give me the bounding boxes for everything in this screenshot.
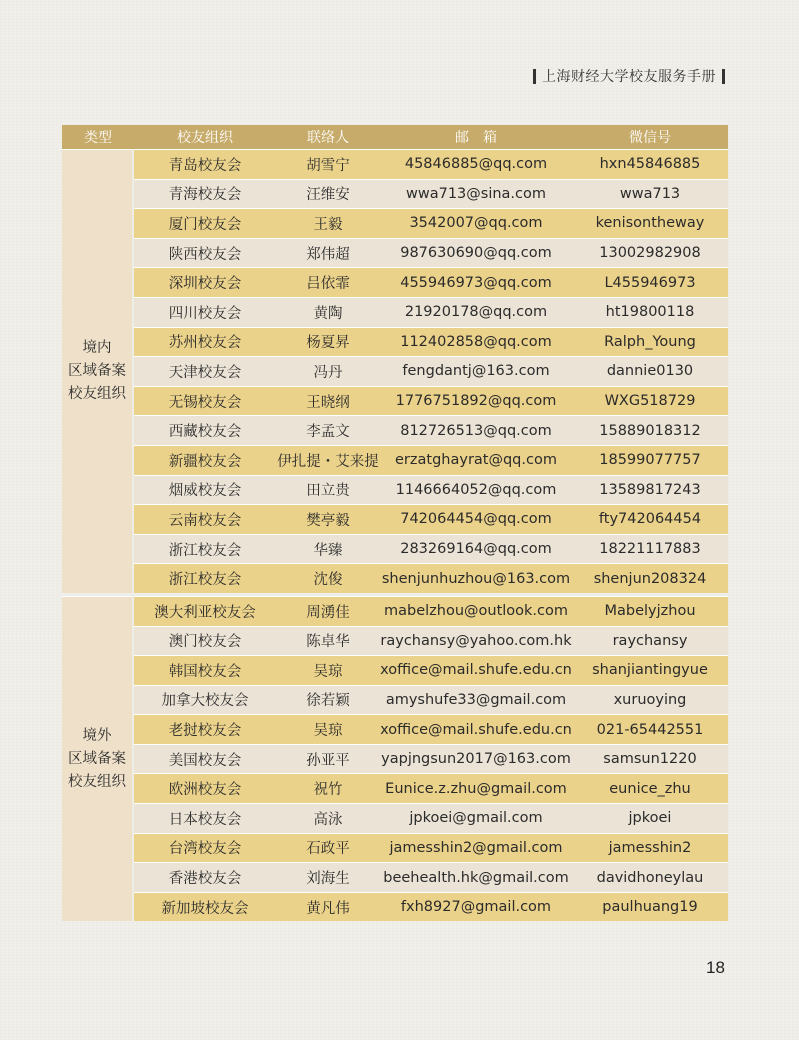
cell-wechat: raychansy: [612, 632, 688, 649]
column-header-contact: 联络人: [307, 130, 349, 146]
cell-email: amyshufe33@gmail.com: [385, 691, 567, 708]
region-group: [62, 596, 728, 922]
cell-email: jamesshin2@gmail.com: [389, 839, 563, 856]
cell-contact: 郑伟超: [306, 246, 350, 263]
cell-email: shenjunhuzhou@163.com: [381, 570, 571, 587]
cell-email: jpkoei@gmail.com: [409, 810, 543, 827]
cell-organization: 天津校友会: [168, 364, 242, 381]
group-type-label-line: 区域备案: [68, 362, 126, 379]
group-rows: [134, 596, 728, 922]
table-row: [134, 238, 728, 268]
column-header-email: 邮 箱: [455, 130, 497, 146]
cell-wechat: dannie0130: [606, 363, 694, 380]
cell-wechat: 15889018312: [599, 422, 701, 439]
cell-contact: 冯丹: [313, 364, 343, 381]
table-row: [134, 744, 728, 774]
cell-wechat: kenisontheway: [595, 215, 705, 232]
cell-wechat: samsun1220: [603, 751, 697, 768]
table-row: [134, 892, 728, 922]
table-row: [134, 655, 728, 685]
table-row: [134, 208, 728, 238]
group-type-label-line: 校友组织: [68, 773, 126, 790]
table-row: [134, 773, 728, 803]
cell-email: raychansy@yahoo.com.hk: [380, 632, 572, 649]
cell-organization: 日本校友会: [168, 811, 242, 828]
cell-email: 1146664052@qq.com: [395, 481, 557, 498]
cell-organization: 台湾校友会: [168, 841, 242, 858]
table-row: [134, 267, 728, 297]
cell-email: 987630690@qq.com: [400, 245, 552, 262]
cell-wechat: davidhoneylau: [596, 869, 704, 886]
cell-email: mabelzhou@outlook.com: [383, 603, 569, 620]
cell-contact: 沈俊: [313, 572, 343, 589]
cell-contact: 吕依霏: [306, 276, 350, 293]
cell-email: fxh8927@gmail.com: [400, 899, 552, 916]
cell-organization: 陕西校友会: [168, 246, 242, 263]
cell-organization: 厦门校友会: [168, 216, 242, 233]
cell-organization: 青海校友会: [168, 187, 242, 204]
cell-organization: 澳门校友会: [168, 634, 242, 651]
table-row: [134, 356, 728, 386]
table-row: [134, 862, 728, 892]
handbook-title: [533, 66, 725, 86]
column-header-type: 类型: [84, 130, 112, 146]
cell-email: fengdantj@163.com: [402, 363, 550, 380]
group-rows: [134, 149, 728, 593]
page-number: 18: [706, 958, 725, 977]
table-row: [134, 833, 728, 863]
table-row: [134, 534, 728, 564]
cell-contact: 华臻: [313, 542, 343, 559]
column-header-wechat: 微信号: [629, 130, 671, 146]
cell-email: xoffice@mail.shufe.edu.cn: [380, 662, 572, 679]
cell-organization: 西藏校友会: [168, 424, 242, 441]
table-row: [134, 563, 728, 593]
cell-email: 112402858@qq.com: [400, 333, 552, 350]
cell-wechat: 18599077757: [599, 452, 701, 469]
cell-organization: 青岛校友会: [168, 157, 242, 174]
cell-email: wwa713@sina.com: [405, 185, 546, 202]
cell-contact: 杨夏昇: [306, 335, 350, 352]
cell-wechat: eunice_zhu: [609, 780, 691, 797]
cell-contact: 王毅: [313, 216, 343, 233]
title-left-bar: [533, 69, 536, 84]
group-type-label-line: 区域备案: [68, 750, 126, 767]
cell-contact: 周湧佳: [306, 604, 350, 621]
group-type-label: [62, 149, 132, 593]
cell-wechat: Mabelyjzhou: [604, 603, 696, 620]
cell-organization: 澳大利亚校友会: [154, 604, 256, 621]
cell-contact: 徐若颖: [306, 693, 350, 710]
cell-email: xoffice@mail.shufe.edu.cn: [380, 721, 572, 738]
cell-organization: 老挝校友会: [168, 723, 242, 740]
cell-wechat: shanjiantingyue: [592, 662, 708, 679]
cell-email: 455946973@qq.com: [400, 274, 552, 291]
cell-organization: 烟威校友会: [168, 483, 242, 500]
table-row: [134, 504, 728, 534]
cell-wechat: Ralph_Young: [604, 333, 696, 350]
group-type-label-line: 境外: [82, 727, 112, 744]
cell-organization: 香港校友会: [168, 871, 242, 888]
cell-wechat: wwa713: [619, 185, 681, 202]
cell-contact: 汪维安: [306, 187, 350, 204]
table-header-row: [62, 125, 728, 149]
table-row: [134, 149, 728, 179]
cell-contact: 祝竹: [313, 782, 343, 799]
table-row: [134, 714, 728, 744]
cell-organization: 云南校友会: [168, 512, 242, 529]
cell-contact: 伊扎提・艾来提: [277, 453, 379, 470]
cell-wechat: xuruoying: [613, 691, 687, 708]
cell-organization: 浙江校友会: [168, 572, 242, 589]
column-header-organization: 校友组织: [177, 130, 233, 146]
cell-email: 812726513@qq.com: [400, 422, 552, 439]
cell-contact: 王晓纲: [306, 394, 350, 411]
title-right-bar: [722, 69, 725, 84]
cell-organization: 加拿大校友会: [161, 693, 249, 710]
cell-email: 1776751892@qq.com: [395, 393, 557, 410]
cell-contact: 陈卓华: [306, 634, 350, 651]
cell-wechat: hxn45846885: [599, 156, 701, 173]
cell-organization: 新疆校友会: [168, 453, 242, 470]
group-type-label-line: 境内: [82, 339, 112, 356]
cell-wechat: 13589817243: [599, 481, 701, 498]
cell-wechat: fty742064454: [598, 511, 702, 528]
table-row: [134, 685, 728, 715]
table-row: [134, 596, 728, 626]
cell-email: beehealth.hk@gmail.com: [383, 869, 569, 886]
handbook-title-text: 上海财经大学校友服务手册: [542, 69, 716, 85]
cell-organization: 深圳校友会: [168, 276, 242, 293]
cell-contact: 刘海生: [306, 871, 350, 888]
table-row: [134, 297, 728, 327]
cell-wechat: 13002982908: [599, 245, 701, 262]
cell-organization: 四川校友会: [168, 305, 242, 322]
cell-contact: 田立贵: [306, 483, 350, 500]
cell-email: 21920178@qq.com: [404, 304, 548, 321]
region-group: [62, 149, 728, 593]
cell-email: 3542007@qq.com: [409, 215, 543, 232]
cell-wechat: 18221117883: [599, 541, 701, 558]
group-type-label-line: 校友组织: [68, 385, 126, 402]
table-row: [134, 626, 728, 656]
cell-wechat: ht19800118: [605, 304, 695, 321]
cell-email: 45846885@qq.com: [404, 156, 548, 173]
cell-wechat: WXG518729: [604, 393, 696, 410]
cell-contact: 孙亚平: [306, 752, 350, 769]
alumni-directory-table: [62, 125, 728, 921]
cell-wechat: L455946973: [604, 274, 696, 291]
table-row: [134, 803, 728, 833]
table-row: [134, 179, 728, 209]
cell-organization: 韩国校友会: [168, 663, 242, 680]
table-row: [134, 386, 728, 416]
cell-contact: 石政平: [306, 841, 350, 858]
table-row: [134, 327, 728, 357]
cell-email: 283269164@qq.com: [400, 541, 552, 558]
cell-organization: 欧洲校友会: [168, 782, 242, 799]
cell-organization: 苏州校友会: [168, 335, 242, 352]
cell-wechat: 021-65442551: [596, 721, 704, 738]
cell-wechat: paulhuang19: [602, 899, 698, 916]
table-row: [134, 475, 728, 505]
cell-email: Eunice.z.zhu@gmail.com: [385, 780, 567, 797]
group-type-label: [62, 596, 132, 922]
cell-email: erzatghayrat@qq.com: [395, 452, 557, 469]
table-row: [134, 445, 728, 475]
cell-contact: 吴琼: [313, 723, 343, 740]
cell-wechat: shenjun208324: [593, 570, 707, 587]
table-row: [134, 415, 728, 445]
cell-contact: 高泳: [313, 811, 343, 828]
cell-contact: 李孟文: [306, 424, 350, 441]
cell-wechat: jamesshin2: [608, 839, 692, 856]
cell-organization: 浙江校友会: [168, 542, 242, 559]
table-body: [62, 149, 728, 921]
cell-contact: 黄凡伟: [306, 900, 350, 917]
cell-wechat: jpkoei: [628, 810, 672, 827]
cell-contact: 樊亭毅: [306, 512, 350, 529]
cell-email: yapjngsun2017@163.com: [381, 751, 571, 768]
cell-organization: 美国校友会: [168, 752, 242, 769]
cell-organization: 无锡校友会: [168, 394, 242, 411]
cell-email: 742064454@qq.com: [400, 511, 552, 528]
cell-contact: 胡雪宁: [306, 157, 350, 174]
cell-contact: 吴琼: [313, 663, 343, 680]
cell-contact: 黄陶: [313, 305, 343, 322]
cell-organization: 新加坡校友会: [161, 900, 249, 917]
